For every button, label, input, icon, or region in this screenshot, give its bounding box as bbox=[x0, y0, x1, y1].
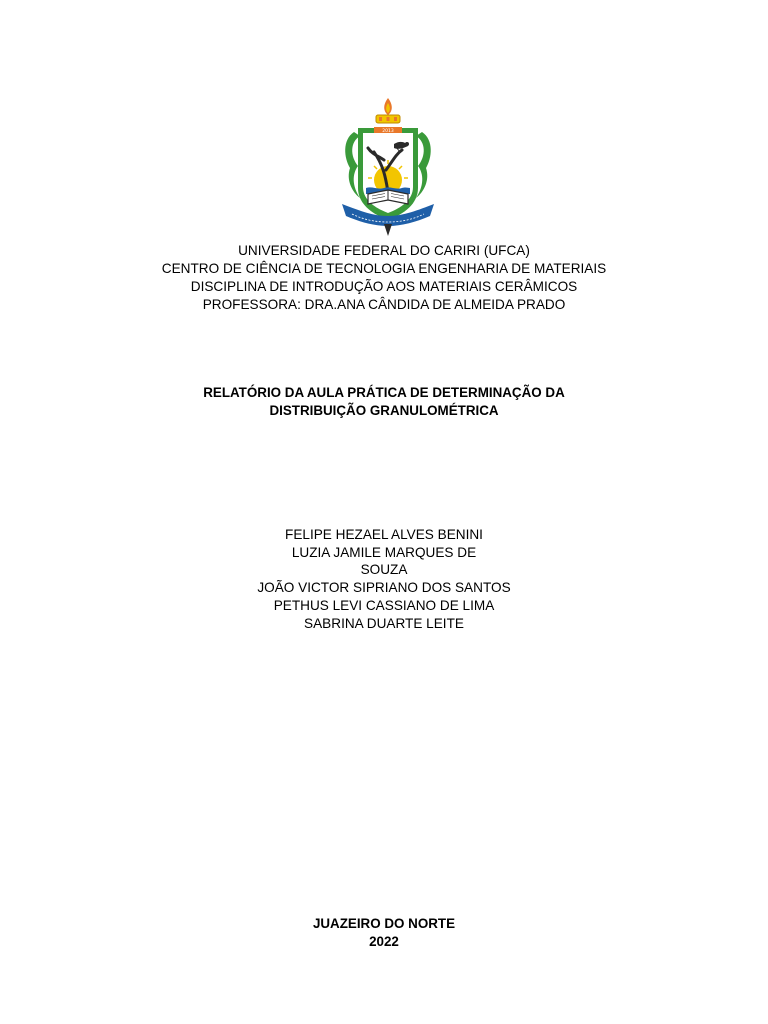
author-line: LUZIA JAMILE MARQUES DE bbox=[291, 544, 477, 560]
author-line: FELIPE HEZAEL ALVES BENINI bbox=[285, 527, 483, 542]
report-title bbox=[0, 384, 768, 420]
author-line: SOUZA bbox=[360, 562, 408, 578]
university-name: UNIVERSIDADE FEDERAL DO CARIRI (UFCA) bbox=[238, 243, 530, 258]
author-line: SABRINA DUARTE LEITE bbox=[304, 615, 464, 631]
footer bbox=[0, 915, 768, 950]
report-title-line-1: RELATÓRIO DA AULA PRÁTICA DE DETERMINAÇÃO DA bbox=[203, 385, 565, 400]
institution-header bbox=[0, 242, 768, 314]
discipline-name: DISCIPLINA DE INTRODUÇÃO AOS MATERIAIS CERÂMICOS bbox=[190, 279, 578, 294]
year: 2022 bbox=[369, 933, 399, 949]
author-line: PETHUS LEVI CASSIANO DE LIMA bbox=[273, 597, 495, 613]
center-name: CENTRO DE CIÊNCIA DE TECNOLOGIA ENGENHARIA DE MATERIAIS bbox=[161, 261, 607, 276]
report-title-line-2: DISTRIBUIÇÃO GRANULOMÉTRICA bbox=[269, 403, 499, 418]
authors-list bbox=[0, 526, 768, 632]
professor-name: PROFESSORA: DRA.ANA CÂNDIDA DE ALMEIDA PRADO bbox=[202, 297, 566, 312]
ufca-crest-icon bbox=[338, 96, 438, 238]
city: JUAZEIRO DO NORTE bbox=[312, 916, 456, 931]
ribbon-year: 2013 bbox=[382, 129, 394, 134]
author-line: JOÃO VICTOR SIPRIANO DOS SANTOS bbox=[257, 580, 511, 596]
university-logo bbox=[338, 96, 438, 238]
